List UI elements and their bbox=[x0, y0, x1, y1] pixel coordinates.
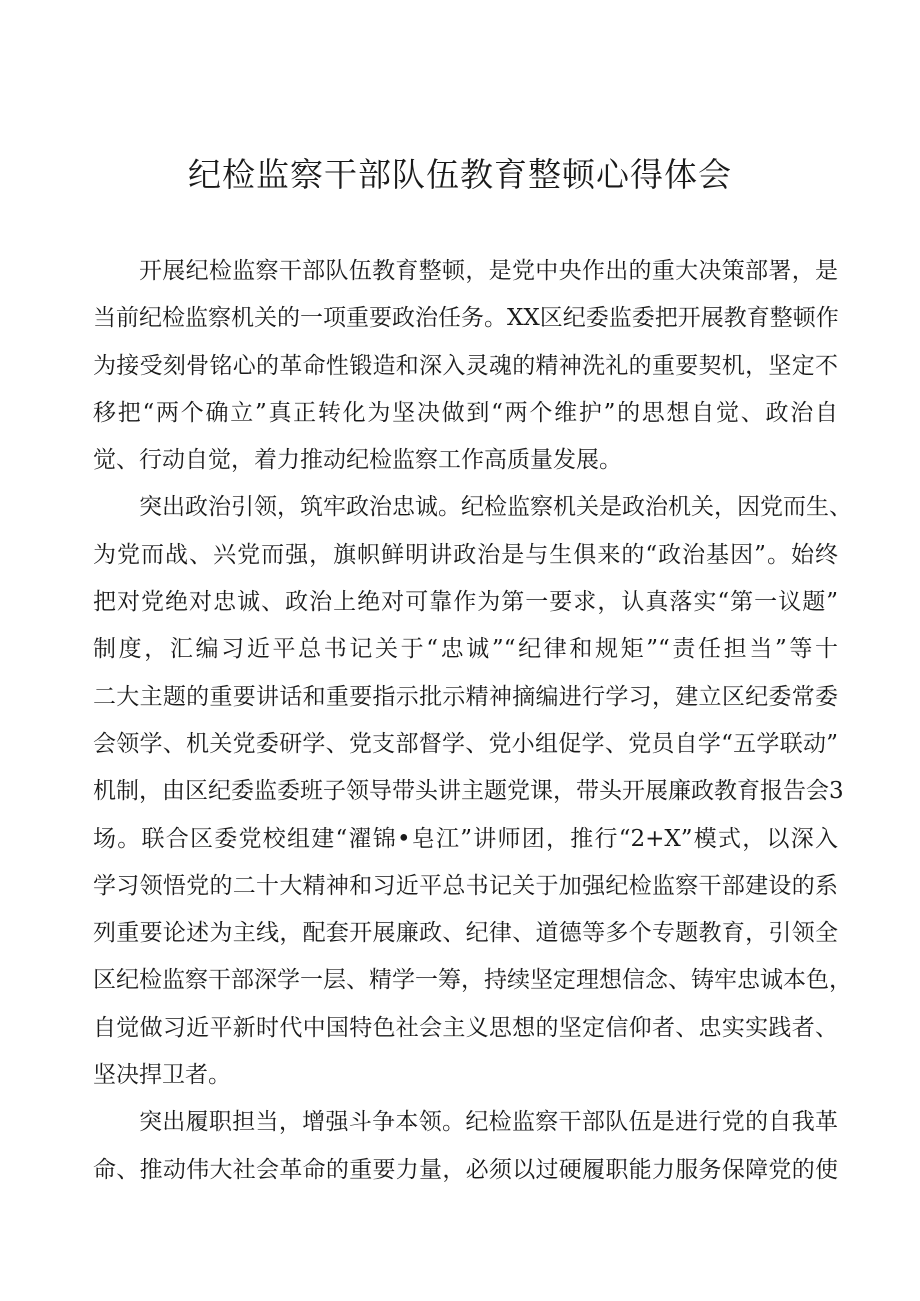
text-line: 场。联合区委党校组建“濯锦•皂江”讲师团，推行“2+X”模式，以深入 bbox=[93, 825, 838, 852]
text-line: 区纪检监察干部深学一层、精学一筹，持续坚定理想信念、铸牢忠诚本色， bbox=[93, 967, 852, 994]
text-line: 移把“两个确立”真正转化为坚决做到“两个维护”的思想自觉、政治自 bbox=[93, 399, 838, 426]
text-line: 觉、行动自觉，着力推动纪检监察工作高质量发展。 bbox=[93, 447, 622, 474]
text-line: 当前纪检监察机关的一项重要政治任务。XX区纪委监委把开展教育整顿作 bbox=[93, 305, 839, 332]
text-line: 为党而战、兴党而强，旗帜鲜明讲政治是与生俱来的“政治基因”。始终 bbox=[93, 541, 838, 568]
text-line: 命、推动伟大社会革命的重要力量，必须以过硬履职能力服务保障党的使 bbox=[93, 1156, 838, 1183]
text-line: 突出政治引领，筑牢政治忠诚。纪检监察机关是政治机关，因党而生、 bbox=[139, 494, 852, 521]
text-line: 突出履职担当，增强斗争本领。纪检监察干部队伍是进行党的自我革 bbox=[139, 1109, 838, 1136]
text-line: 坚决捍卫者。 bbox=[93, 1062, 231, 1089]
text-line: 制度，汇编习近平总书记关于“忠诚”“纪律和规矩”“责任担当”等十 bbox=[93, 636, 838, 663]
text-line: 二大主题的重要讲话和重要指示批示精神摘编进行学习，建立区纪委常委 bbox=[93, 683, 838, 710]
text-line: 列重要论述为主线，配套开展廉政、纪律、道德等多个专题教育，引领全 bbox=[93, 920, 838, 947]
text-line: 机制，由区纪委监委班子领导带头讲主题党课，带头开展廉政教育报告会3 bbox=[93, 778, 844, 805]
text-line: 会领学、机关党委研学、党支部督学、党小组促学、党员自学“五学联动” bbox=[93, 730, 838, 757]
text-line: 为接受刻骨铭心的革命性锻造和深入灵魂的精神洗礼的重要契机，坚定不 bbox=[93, 352, 838, 379]
document-title: 纪检监察干部队伍教育整顿心得体会 bbox=[188, 155, 732, 194]
text-line: 开展纪检监察干部队伍教育整顿，是党中央作出的重大决策部署，是 bbox=[139, 258, 838, 284]
text-line: 把对党绝对忠诚、政治上绝对可靠作为第一要求，认真落实“第一议题” bbox=[93, 589, 838, 616]
text-line: 学习领悟党的二十大精神和习近平总书记关于加强纪检监察干部建设的系 bbox=[93, 872, 838, 899]
document-body bbox=[93, 248, 852, 1194]
text-line: 自觉做习近平新时代中国特色社会主义思想的坚定信仰者、忠实实践者、 bbox=[93, 1014, 838, 1041]
